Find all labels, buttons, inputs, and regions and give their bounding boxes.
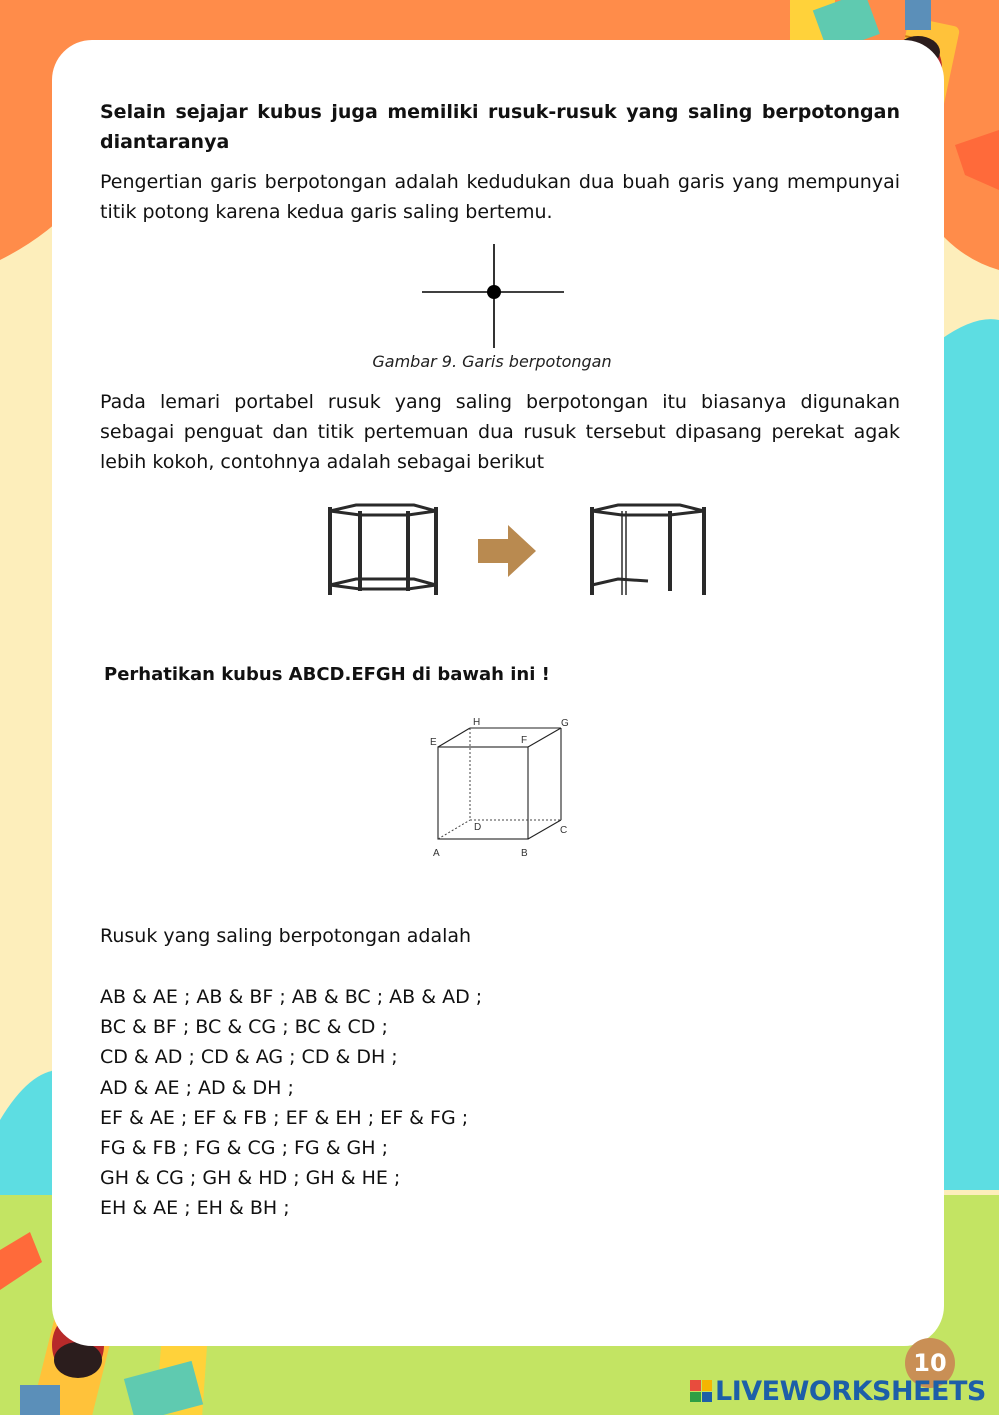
list-item: GH & CG ; GH & HD ; GH & HE ; (100, 1167, 401, 1190)
list-item: CD & AD ; CD & AG ; CD & DH ; (100, 1046, 398, 1069)
cube-prompt: Perhatikan kubus ABCD.EFGH di bawah ini ! (104, 664, 550, 685)
definition-paragraph: Pengertian garis berpotongan adalah kedudukan dua buah garis yang mempunyai titik potong karena kedua garis saling bertemu. (100, 171, 900, 223)
list-item: FG & FB ; FG & CG ; FG & GH ; (100, 1137, 389, 1160)
liveworksheets-brand[interactable] (690, 1375, 986, 1407)
intersecting-edges-list (100, 982, 482, 1224)
page-number-badge: 10 (905, 1338, 955, 1388)
vertex-label-h: H (473, 717, 481, 728)
vertex-label-e: E (430, 737, 437, 748)
cube-abcd-efgh-figure (425, 712, 575, 862)
cabinet-frame-after (588, 503, 710, 599)
cabinet-paragraph: Pada lemari portabel rusuk yang saling berpotongan itu biasanya digunakan sebagai penguat dan titik pertemuan dua rusuk tersebut dipasang perekat agak lebih kokoh, contohnya adalah sebagai berikut (100, 391, 900, 473)
vertex-label-f: F (521, 735, 528, 746)
list-item: EH & AE ; EH & BH ; (100, 1197, 290, 1220)
vertex-label-g: G (561, 718, 569, 729)
list-item: EF & AE ; EF & FB ; EF & EH ; EF & FG ; (100, 1106, 469, 1129)
vertex-label-d: D (474, 822, 482, 833)
liveworksheets-logo-icon (690, 1380, 712, 1402)
list-item: AD & AE ; AD & DH ; (100, 1076, 294, 1099)
list-item: AB & AE ; AB & BF ; AB & BC ; AB & AD ; (100, 986, 483, 1008)
intersecting-edges-intro: Rusuk yang saling berpotongan adalah (100, 925, 472, 947)
section-heading: Selain sejajar kubus juga memiliki rusuk-rusuk yang saling berpotongan diantaranya (100, 101, 900, 153)
vertex-label-c: C (560, 825, 568, 836)
vertex-label-a: A (433, 848, 440, 859)
list-item: BC & BF ; BC & CG ; BC & CD ; (100, 1016, 388, 1039)
brand-name: LIVEWORKSHEETS (715, 1375, 986, 1407)
intersecting-lines-figure (420, 244, 566, 348)
figure-caption: Gambar 9. Garis berpotongan (372, 352, 612, 371)
cabinet-frame-before (326, 503, 442, 599)
arrow-right-icon (476, 525, 538, 577)
vertex-label-b: B (521, 848, 528, 859)
